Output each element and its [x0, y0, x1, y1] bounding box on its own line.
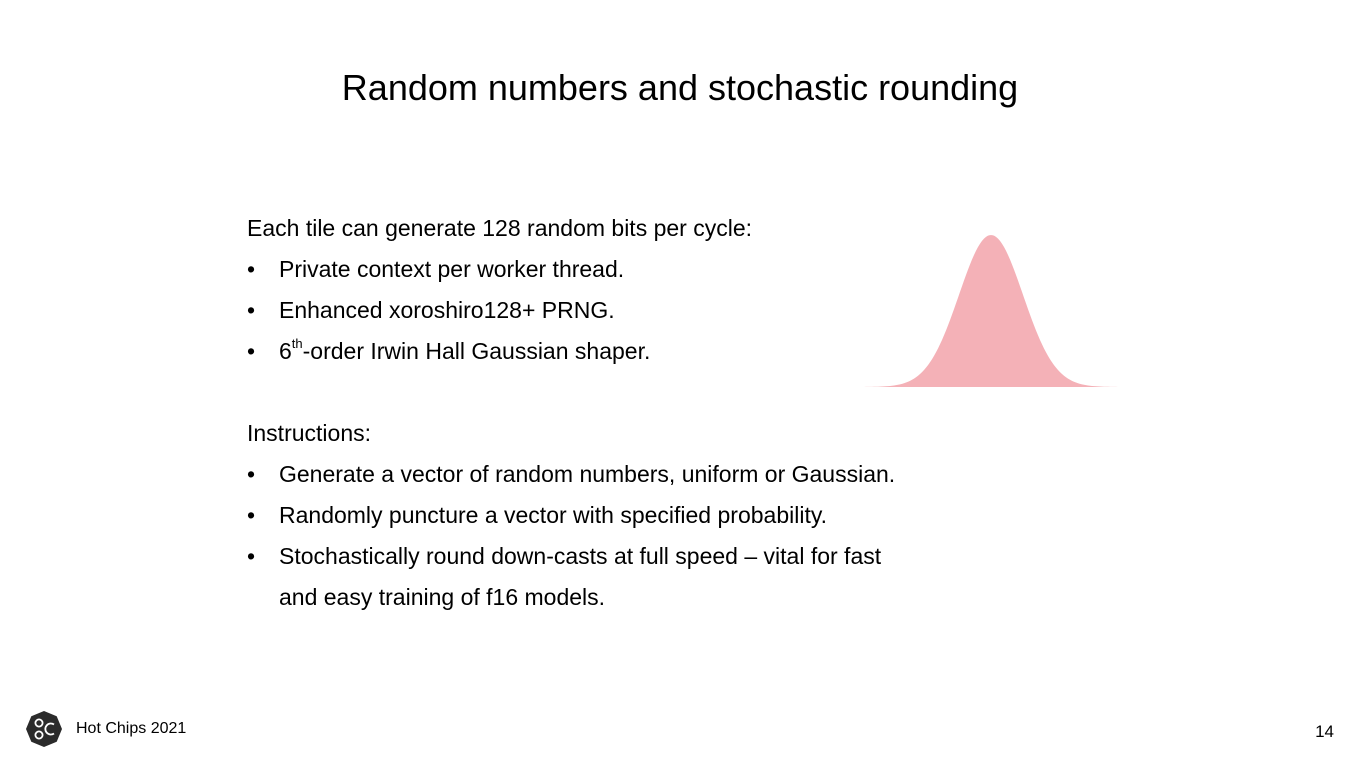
footer-event: Hot Chips 2021: [76, 720, 187, 737]
bullet-marker: •: [247, 502, 256, 528]
spacer: [247, 372, 927, 413]
bullet-text: Private context per worker thread.: [279, 256, 625, 282]
bullet-text: [279, 338, 650, 364]
bullet-item: [247, 536, 927, 618]
bullet-text: [279, 543, 881, 610]
bullet-text: Enhanced xoroshiro128+ PRNG.: [279, 297, 615, 323]
bullet-text: Randomly puncture a vector with specified probability.: [279, 502, 828, 528]
gaussian-curve-icon: [826, 232, 1152, 390]
graphcore-logo-icon: [26, 711, 62, 747]
slide-title: Random numbers and stochastic rounding: [341, 67, 1019, 108]
bullet-text-rest: -order Irwin Hall Gaussian shaper.: [302, 338, 651, 364]
bullet-item: [247, 331, 927, 372]
page-number: 14: [1315, 722, 1334, 741]
bullet-marker: •: [247, 338, 256, 364]
gaussian-curve-shape: [826, 235, 1152, 387]
bullet-marker: •: [247, 256, 256, 282]
section-intro: Each tile can generate 128 random bits per cycle:: [247, 215, 753, 241]
section-heading: Instructions:: [247, 420, 371, 446]
bullet-text-line-1: Stochastically round down-casts at full speed – vital for fast: [279, 543, 882, 569]
logo-badge: [26, 711, 62, 747]
bullet-item: [247, 290, 927, 331]
bullet-marker: •: [247, 461, 256, 487]
slide-body: [247, 208, 927, 618]
bullet-item: [247, 495, 927, 536]
bullet-marker: •: [247, 297, 256, 323]
bullet-marker: •: [247, 543, 256, 569]
bullet-text: Generate a vector of random numbers, uniform or Gaussian.: [279, 461, 896, 487]
ordinal-suffix: th: [291, 336, 303, 352]
bullet-item: [247, 454, 927, 495]
bullet-text-line-2: and easy training of f16 models.: [279, 584, 606, 610]
bullet-item: [247, 249, 927, 290]
ordinal-number: 6: [279, 338, 292, 364]
